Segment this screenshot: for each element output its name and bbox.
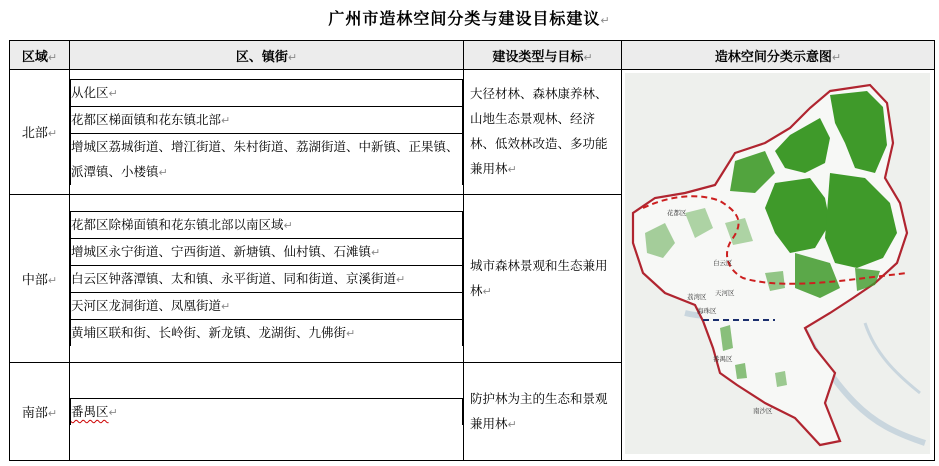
region-south: 南部↵ — [10, 363, 70, 461]
list-item: 花都区梯面镇和花东镇北部↵ — [71, 106, 463, 133]
page-title: 广州市造林空间分类与建设目标建议↵ — [328, 9, 611, 28]
list-item: 增城区荔城街道、增江街道、朱村街道、荔湖街道、中新镇、正果镇、派潭镇、小楼镇↵ — [71, 133, 463, 185]
south-district-list — [70, 398, 463, 425]
paragraph-mark: ↵ — [600, 14, 611, 27]
label-liwan: 荔湾区 — [687, 293, 707, 301]
central-districts — [70, 194, 464, 363]
header-map: 造林空间分类示意图↵ — [622, 41, 935, 70]
central-goal: 城市森林景观和生态兼用林↵ — [464, 194, 622, 363]
list-item: 白云区钟落潭镇、太和镇、永平街道、同和街道、京溪街道↵ — [71, 266, 463, 293]
north-district-list — [70, 79, 463, 185]
header-region: 区域↵ — [10, 41, 70, 70]
label-baiyun: 白云区 — [713, 259, 733, 267]
north-districts — [70, 70, 464, 195]
label-haizhu: 海珠区 — [697, 307, 717, 315]
region-north: 北部↵ — [10, 70, 70, 195]
list-item: 从化区↵ — [71, 79, 463, 106]
header-goal: 建设类型与目标↵ — [464, 41, 622, 70]
south-goal: 防护林为主的生态和景观兼用林↵ — [464, 363, 622, 461]
classification-table — [9, 40, 935, 461]
label-panyu: 番禺区 — [713, 355, 733, 363]
north-region-row — [10, 70, 935, 195]
header-row — [10, 41, 935, 70]
map-cell — [622, 70, 935, 461]
list-item: 花都区除梯面镇和花东镇北部以南区域↵ — [71, 212, 463, 239]
region-central: 中部↵ — [10, 194, 70, 363]
north-goal: 大径材林、森林康养林、山地生态景观林、经济林、低效林改造、多功能兼用林↵ — [464, 70, 622, 195]
label-huadu: 花都区 — [667, 209, 687, 217]
label-nansha: 南沙区 — [753, 407, 773, 415]
list-item: 天河区龙洞街道、凤凰街道↵ — [71, 293, 463, 320]
label-tianhe: 天河区 — [715, 289, 735, 297]
forest-space-map — [625, 73, 930, 454]
list-item: 增城区永宁街道、宁西街道、新塘镇、仙村镇、石滩镇↵ — [71, 239, 463, 266]
central-district-list — [70, 211, 463, 346]
header-districts: 区、镇街↵ — [70, 41, 464, 70]
south-districts — [70, 363, 464, 461]
list-item: 黄埔区联和街、长岭街、新龙镇、龙湖街、九佛街↵ — [71, 320, 463, 347]
list-item: 番禺区↵ — [71, 399, 463, 426]
